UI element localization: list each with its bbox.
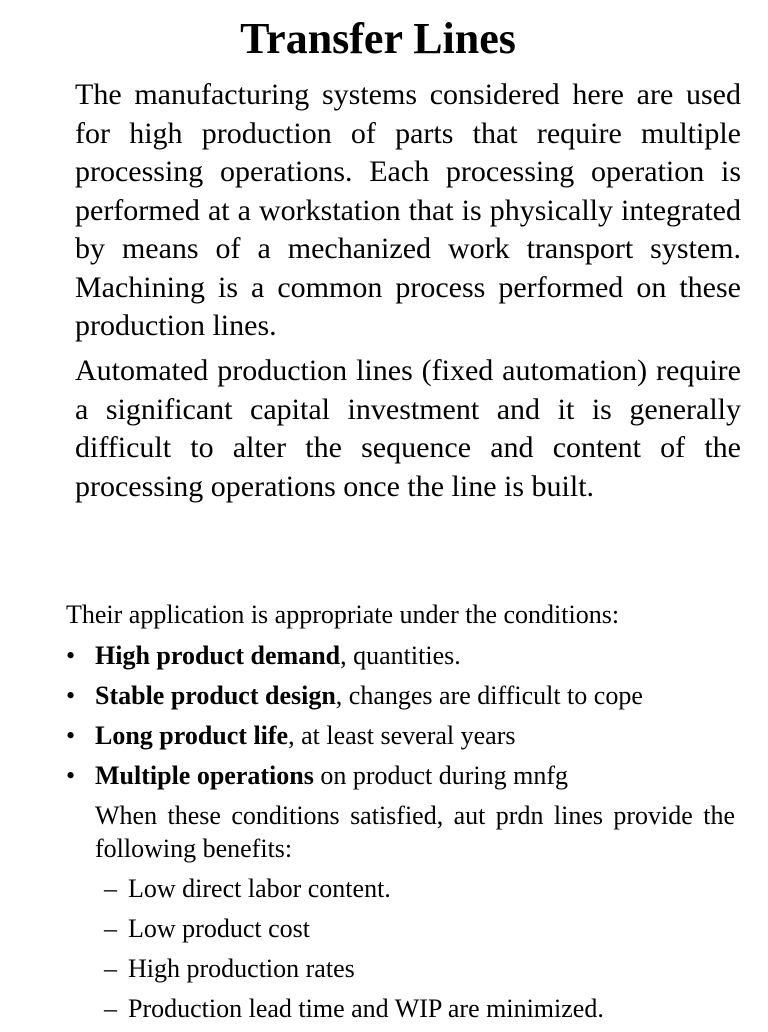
condition-title: High product demand: [95, 641, 341, 670]
bullet-icon: •: [66, 681, 76, 710]
bullet-icon: •: [66, 761, 76, 790]
condition-title: Long product life: [95, 721, 289, 750]
condition-detail: , quantities.: [340, 641, 461, 670]
benefit-text: Production lead time and WIP are minimized.: [128, 994, 604, 1023]
condition-detail: on product during mnfg: [313, 761, 569, 790]
list-item: [66, 639, 746, 679]
condition-title: Multiple operations: [95, 761, 314, 790]
condition-detail: , changes are difficult to cope: [335, 681, 643, 710]
list-item: [66, 719, 746, 759]
list-item: [104, 952, 724, 992]
benefits-list: [104, 872, 724, 1032]
list-item: [104, 912, 724, 952]
benefits-intro: When these conditions satisfied, aut prdn lines provide the following benefits:: [95, 801, 735, 863]
dash-icon: –: [104, 914, 117, 943]
list-item: [66, 759, 746, 799]
dash-icon: –: [104, 954, 117, 983]
conditions-intro: Their application is appropriate under the conditions:: [66, 600, 620, 629]
benefit-text: Low direct labor content.: [128, 874, 391, 903]
condition-detail: , at least several years: [288, 721, 516, 750]
conditions-list: [66, 639, 746, 799]
list-item: [66, 679, 746, 719]
page-title: Transfer Lines: [240, 14, 516, 63]
dash-icon: –: [104, 994, 117, 1023]
bullet-icon: •: [66, 641, 76, 670]
list-item: [104, 872, 724, 912]
intro-paragraph-2: Automated production lines (fixed automation) require a significant capital investment and it is generally difficult to alter the sequence and content of the processing operations once the line is built.: [75, 354, 741, 503]
dash-icon: –: [104, 874, 117, 903]
benefit-text: Low product cost: [128, 914, 310, 943]
bullet-icon: •: [66, 721, 76, 750]
list-item: [104, 992, 724, 1032]
condition-title: Stable product design: [95, 681, 336, 710]
benefit-text: High production rates: [128, 954, 355, 983]
intro-paragraph-1: The manufacturing systems considered here are used for high production of parts that require multiple processing operations. Each processing operation is performed at a workstation that is physically integrated by means of a mechanized work transport system. Machining is a common process performed on these production lines.: [75, 78, 741, 342]
